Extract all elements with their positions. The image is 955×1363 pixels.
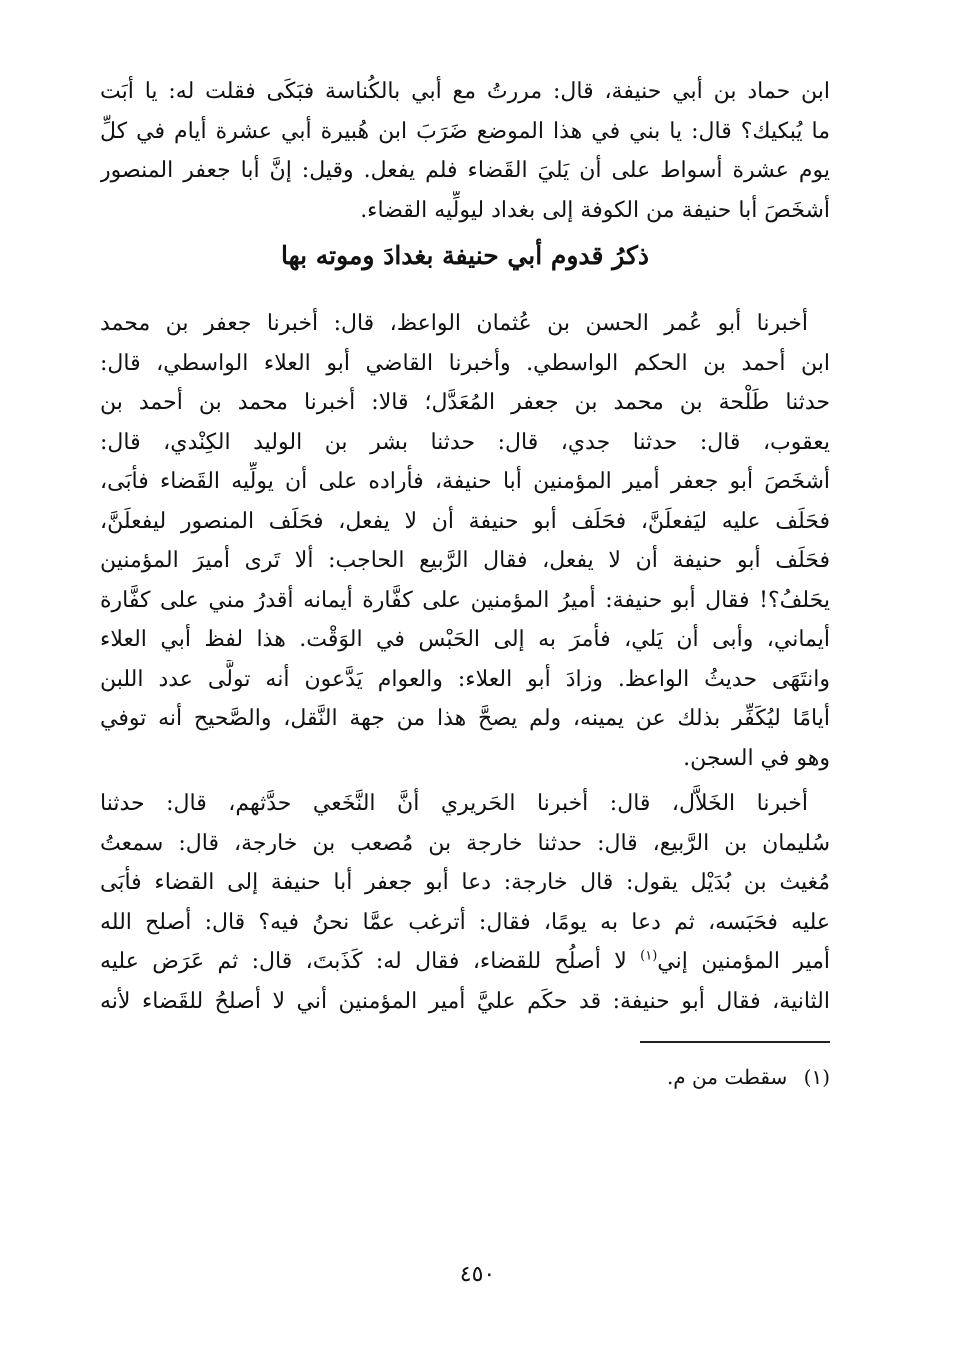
text-line: أيماني، وأبى أن يَلي، فأمرَ به إلى الحَبْس في الوَقْت. هذا لفظ أبي العلاء [100,627,830,652]
section-heading: ذكرُ قدوم أبي حنيفة بغدادَ وموته بها [280,241,650,270]
text-line: يوم عشرة أسواط على أن يَليَ القَضاء فلم يفعل. وقيل: إنَّ أبا جعفر المنصور [100,158,830,183]
text-line: فحَلَف أبو حنيفة أن لا يفعل، فقال الرَّبيع الحاجب: ألا تَرى أميرَ المؤمنين [100,548,830,573]
text-line: يعقوب، قال: حدثنا جدي، قال: حدثنا بشر بن الوليد الكِنْدي، قال: [100,429,830,455]
text-line: ابن أحمد بن الحكم الواسطي. وأخبرنا القاضي أبو العلاء الواسطي، قال: [100,350,830,376]
text-line: أيامًا ليُكَفِّر بذلك عن يمينه، ولم يصحَّ هذا من جهة النَّقل، والصَّحيح أنه توفي [100,706,830,731]
text-segment: لا أصلُح للقضاء، فقال له: كَذَبتَ، قال: ثم عَرَض عليه [100,949,627,974]
text-line [100,942,830,982]
text-line: أشخَصَ أبو جعفر أمير المؤمنين أبا حنيفة، فأراده على أن يولِّيه القَضاء فأبَى، [100,469,830,494]
text-line: فحَلَف عليه ليَفعلَنَّ، فحَلَف أبو حنيفة أن لا يفعل، فحَلَف المنصور ليفعلَنَّ، [100,508,830,534]
footnote-marker: (١) [640,948,658,964]
text-line: سُليمان بن الرَّبيع، قال: حدثنا خارجة بن مُصعب بن خارجة، قال: سمعتُ [100,830,830,856]
paragraph-1 [100,72,830,230]
page-body [100,60,830,1091]
text-line: أخبرنا الخَلاَّل، قال: أخبرنا الحَريري أنَّ النَّخَعي حدَّثهم، قال: حدثنا [100,791,808,816]
text-line: ابن حماد بن أبي حنيفة، قال: مررتُ مع أبي بالكُناسة فبَكَى فقلت له: يا أبَت [100,79,830,104]
footnote-text: سقطت من م. [666,1065,788,1089]
text-line: الثانية، فقال أبو حنيفة: قد حكَم عليَّ أمير المؤمنين أني لا أصلحُ للقَضاء لأنه [100,988,830,1014]
footnote-number: (١) [803,1065,830,1089]
text-line: عليه فحَبَسه، ثم دعا به يومًا، فقال: أترغب عمَّا نحنُ فيه؟ قال: أصلح الله [100,909,830,935]
paragraph-2 [100,304,830,778]
text-line: وانتَهَى حديثُ الواعظ. وزادَ أبو العلاء: والعوام يَدَّعون أنه تولَّى عدد اللبن [100,666,830,692]
text-line: حدثنا طَلْحة بن محمد بن جعفر المُعَدَّل؛ قالا: أخبرنا محمد بن أحمد بن [100,390,830,415]
footnote-divider [640,1041,830,1043]
text-line: أشخَصَ أبا حنيفة من الكوفة إلى بغداد ليولِّيه القضاء. [360,197,830,223]
text-line: مُغيث بن بُدَيْل يقول: قال خارجة: دعا أبو جعفر أبا حنيفة إلى القضاء فأبَى [100,870,830,895]
text-segment: أمير المؤمنين إني [657,949,830,974]
text-line: أخبرنا أبو عُمر الحسن بن عُثمان الواعظ، قال: أخبرنا جعفر بن محمد [100,311,808,336]
text-line: ما يُبكيك؟ قال: يا بني في هذا الموضع ضَرَبَ ابن هُبيرة أبي عشرة أيام في كلِّ [100,118,830,144]
page-number: ٤٥٠ [459,1262,496,1287]
footnote [100,1063,830,1091]
text-line: وهو في السجن. [683,745,830,771]
paragraph-3 [100,784,830,1021]
text-line: يحَلفُ؟! فقال أبو حنيفة: أميرُ المؤمنين على كفَّارة أيمانه أقدرُ مني على كفَّارة [100,587,830,613]
